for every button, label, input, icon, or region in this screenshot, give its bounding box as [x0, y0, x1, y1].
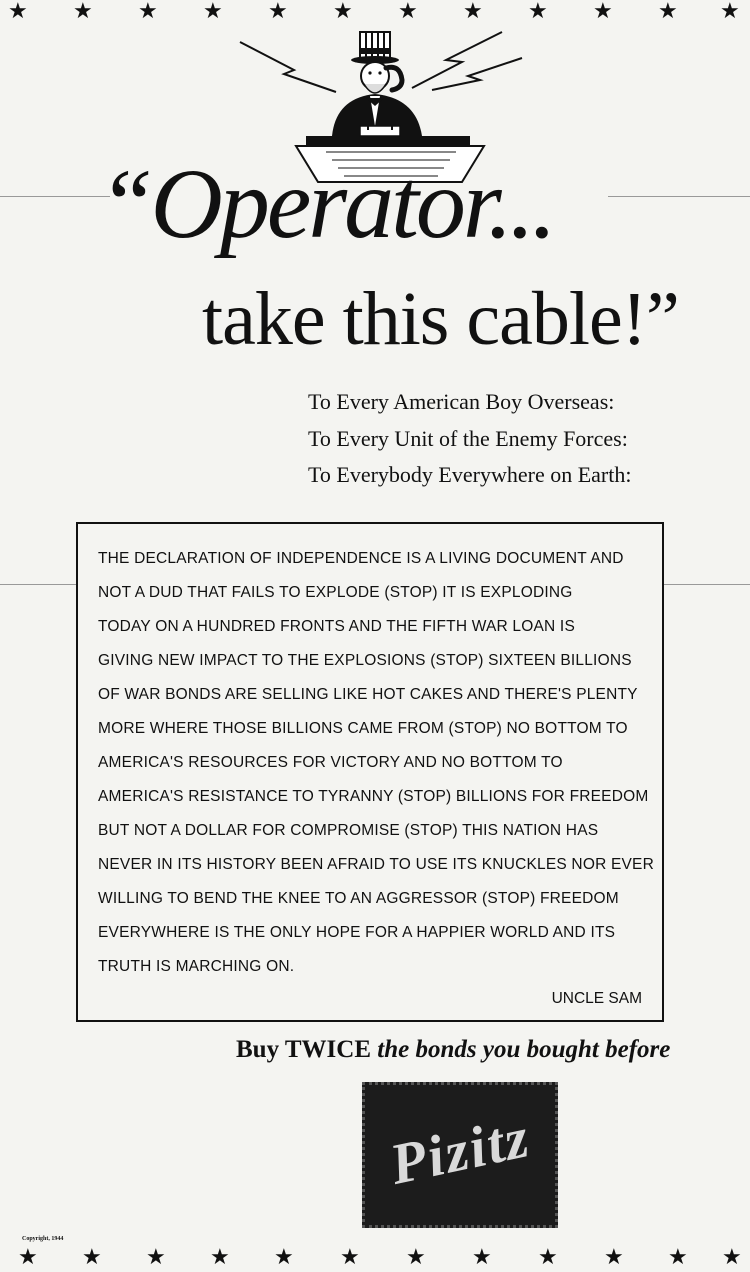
star-icon: ★ — [268, 0, 288, 23]
star-icon: ★ — [668, 1244, 688, 1269]
signature: UNCLE SAM — [551, 990, 642, 1007]
star-icon: ★ — [146, 1244, 166, 1269]
addressee-line: To Everybody Everywhere on Earth: — [308, 462, 632, 487]
tagline-prefix: Buy TWICE — [236, 1036, 372, 1063]
message-line: THE DECLARATION OF INDEPENDENCE IS A LIVING DOCUMENT AND — [98, 550, 624, 567]
message-line: NOT A DUD THAT FAILS TO EXPLODE (STOP) IT IS EXPLODING — [98, 584, 573, 601]
message-line: NEVER IN ITS HISTORY BEEN AFRAID TO USE ITS KNUCKLES NOR EVER — [98, 856, 654, 873]
star-icon: ★ — [722, 1244, 742, 1269]
divider — [664, 584, 750, 585]
star-icon: ★ — [210, 1244, 230, 1269]
star-icon: ★ — [406, 1244, 426, 1269]
message-line: AMERICA'S RESISTANCE TO TYRANNY (STOP) BILLIONS FOR FREEDOM — [98, 788, 649, 805]
tagline-suffix: the bonds you bought before — [377, 1036, 671, 1063]
star-icon: ★ — [593, 0, 613, 23]
star-icon: ★ — [398, 0, 418, 23]
star-icon: ★ — [528, 0, 548, 23]
addressee-line: To Every American Boy Overseas: — [308, 389, 615, 414]
star-icon: ★ — [274, 1244, 294, 1269]
logo-text: Pizitz — [384, 1104, 536, 1197]
addressee-line: To Every Unit of the Enemy Forces: — [308, 426, 628, 451]
divider — [0, 584, 76, 585]
star-icon: ★ — [720, 0, 740, 23]
star-icon: ★ — [538, 1244, 558, 1269]
message-line: TODAY ON A HUNDRED FRONTS AND THE FIFTH WAR LOAN IS — [98, 618, 575, 635]
pizitz-logo — [362, 1082, 558, 1228]
star-icon: ★ — [333, 0, 353, 23]
message-line: MORE WHERE THOSE BILLIONS CAME FROM (STOP) NO BOTTOM TO — [98, 720, 628, 737]
star-icon: ★ — [463, 0, 483, 23]
star-icon: ★ — [138, 0, 158, 23]
divider — [0, 196, 110, 197]
star-icon: ★ — [472, 1244, 492, 1269]
copyright-notice: Copyright, 1944 — [22, 1236, 64, 1242]
star-icon: ★ — [18, 1244, 38, 1269]
message-line: TRUTH IS MARCHING ON. — [98, 958, 295, 975]
message-line: EVERYWHERE IS THE ONLY HOPE FOR A HAPPIER WORLD AND ITS — [98, 924, 616, 941]
star-icon: ★ — [82, 1244, 102, 1269]
headline-take-this-cable: take this cable!” — [202, 277, 679, 361]
message-line: GIVING NEW IMPACT TO THE EXPLOSIONS (STOP) SIXTEEN BILLIONS — [98, 652, 632, 669]
message-line: WILLING TO BEND THE KNEE TO AN AGGRESSOR (STOP) FREEDOM — [98, 890, 619, 907]
bond-tagline — [236, 1036, 670, 1064]
star-icon: ★ — [203, 0, 223, 23]
divider — [608, 196, 750, 197]
star-icon: ★ — [604, 1244, 624, 1269]
star-icon: ★ — [73, 0, 93, 23]
star-icon: ★ — [658, 0, 678, 23]
message-line: BUT NOT A DOLLAR FOR COMPROMISE (STOP) THIS NATION HAS — [98, 822, 599, 839]
star-icon: ★ — [8, 0, 28, 23]
message-line: OF WAR BONDS ARE SELLING LIKE HOT CAKES AND THERE'S PLENTY — [98, 686, 638, 703]
star-icon: ★ — [340, 1244, 360, 1269]
message-line: AMERICA'S RESOURCES FOR VICTORY AND NO BOTTOM TO — [98, 754, 563, 771]
cable-message-box — [76, 522, 664, 1022]
headline-operator: “Operator... — [98, 148, 554, 259]
